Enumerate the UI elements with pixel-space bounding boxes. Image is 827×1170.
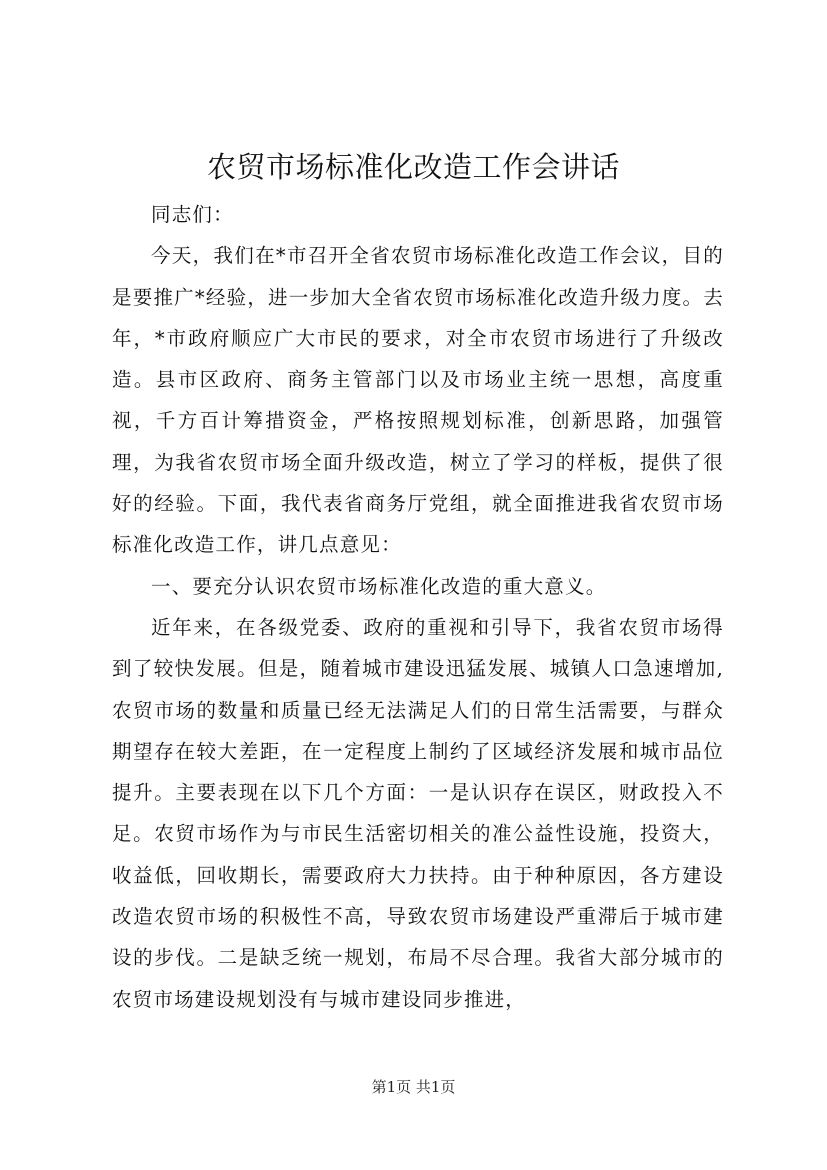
page-footer: 第1页 共1页 bbox=[371, 1078, 456, 1096]
salutation-paragraph: 同志们： bbox=[151, 203, 234, 226]
document-body bbox=[112, 194, 724, 1020]
section-heading-1: 一、要充分认识农贸市场标准化改造的重大意义。 bbox=[151, 574, 607, 598]
document-title: 农贸市场标准化改造工作会讲话 bbox=[206, 150, 620, 184]
intro-paragraph: 今天，我们在*市召开全省农贸市场标准化改造工作会议，目的是要推广*经验，进一步加大全省农贸市场标准化改造升级力度。去年，*市政府顺应广大市民的要求，对全市农贸市场进行了升级改造。县市区政府、商务主管部门以及市场业主统一思想，高度重视，千方百计筹措资金，严格按照规划标准，创新思路，加强管理，为我省农贸市场全面升级改造，树立了学习的样板，提供了很好的经验。下面，我代表省商务厅党组，就全面推进我省农贸市场标准化改造工作，讲几点意见： bbox=[112, 244, 724, 557]
body-paragraph: 近年来，在各级党委、政府的重视和引导下，我省农贸市场得到了较快发展。但是，随着城市建设迅猛发展、城镇人口急速增加,农贸市场的数量和质量已经无法满足人们的日常生活需要，与群众期望存在较大差距，在一定程度上制约了区域经济发展和城市品位提升。主要表现在以下几个方面：一是认识存在误区，财政投入不足。农贸市场作为与市民生活密切相关的准公益性设施，投资大，收益低，回收期长，需要政府大力扶持。由于种种原因，各方建设改造农贸市场的积极性不高，导致农贸市场建设严重滞后于城市建设的步伐。二是缺乏统一规划，布局不尽合理。我省大部分城市的农贸市场建设规划没有与城市建设同步推进， bbox=[112, 615, 724, 1011]
